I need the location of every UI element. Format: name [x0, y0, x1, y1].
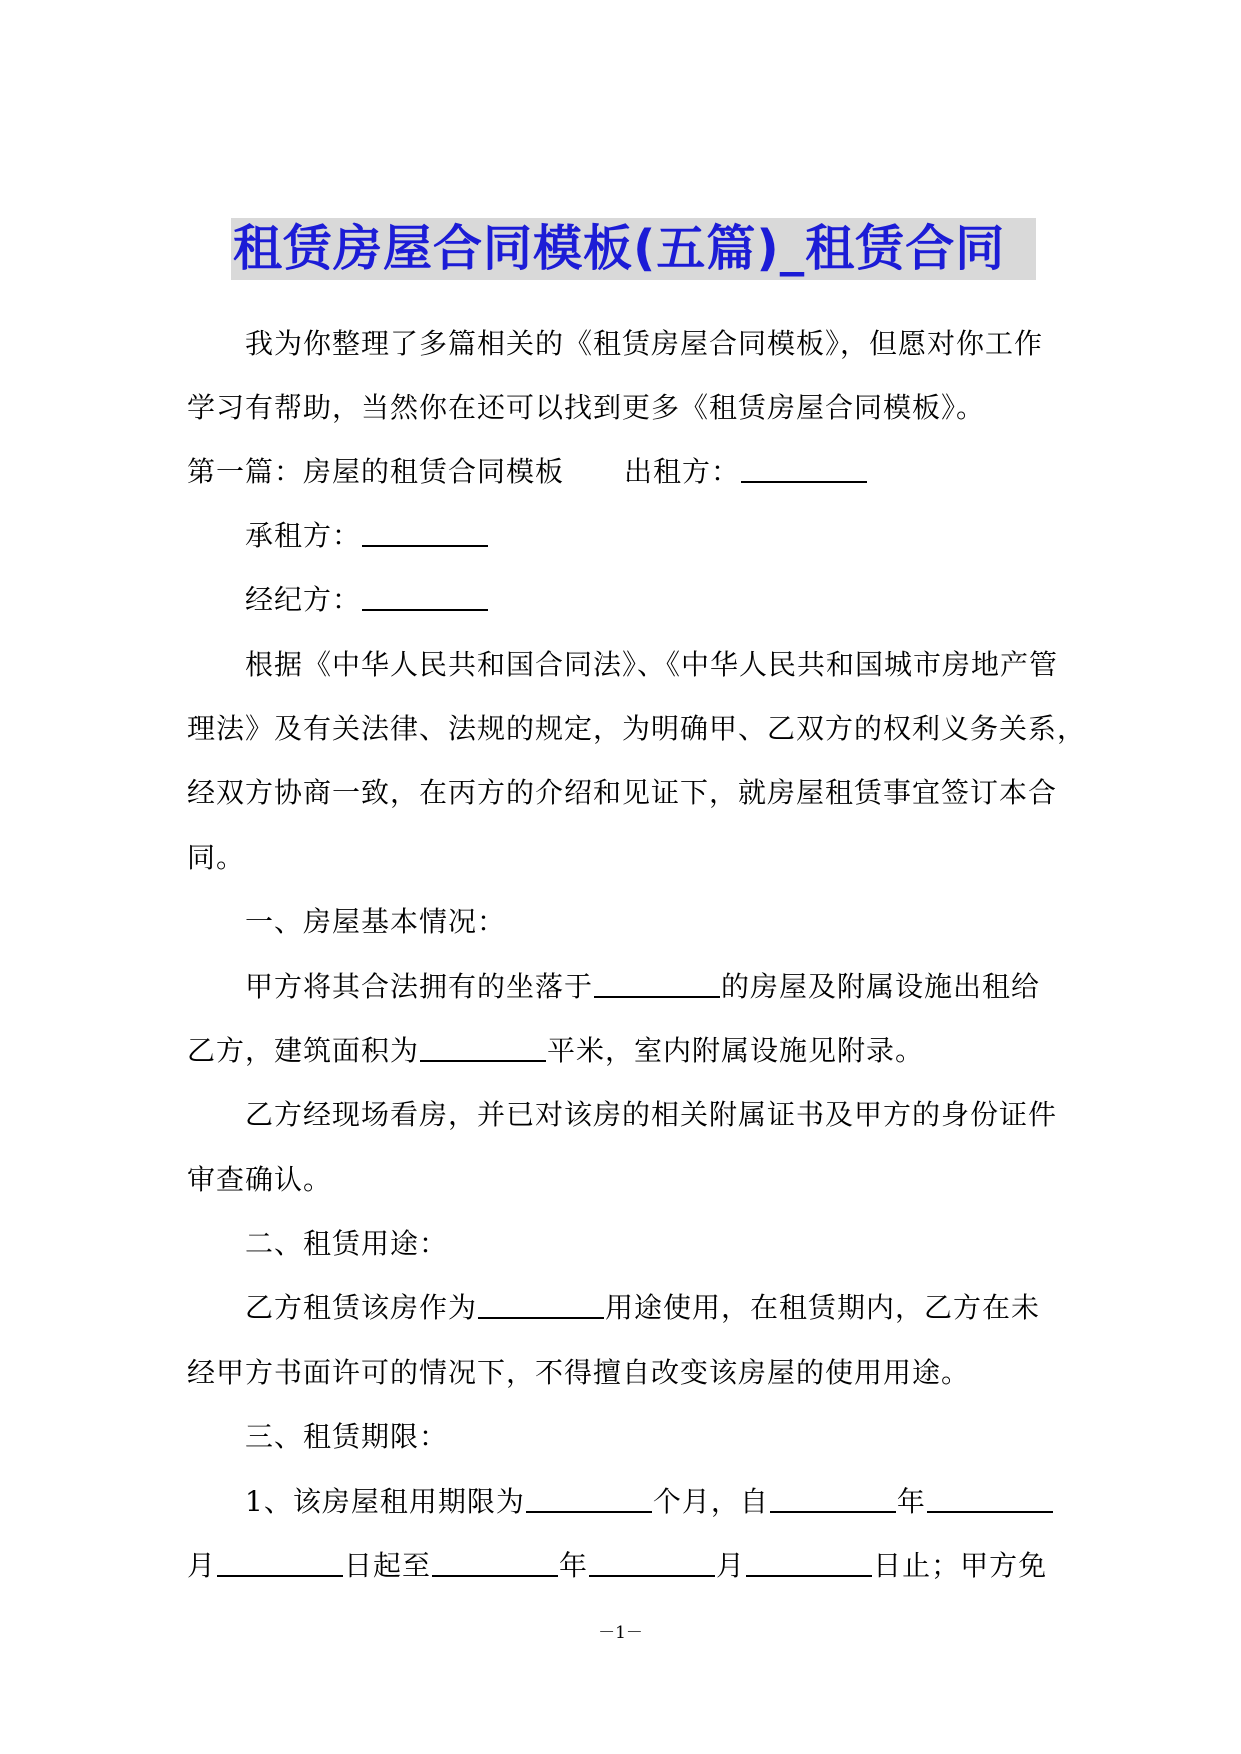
text-segment: 1、该房屋租用期限为 [245, 1485, 525, 1518]
text-segment: 乙方，建筑面积为 [187, 1034, 420, 1067]
broker-line [245, 580, 489, 620]
text-segment: 月 [187, 1549, 217, 1582]
page-number: －1－ [598, 1623, 643, 1643]
lessee-blank [362, 519, 488, 547]
intro-paragraph-line: 我为你整理了多篇相关的《租赁房屋合同模板》，但愿对你工作 [245, 327, 1044, 360]
basis-paragraph-line: 理法》及有关法律、法规的规定，为明确甲、乙双方的权利义务关系， [187, 712, 1087, 745]
chapter1-heading: 第一篇：房屋的租赁合同模板 [187, 455, 565, 488]
lessor-blank [741, 455, 867, 483]
end-year-blank [432, 1549, 558, 1577]
section1-paragraph-line [187, 1031, 924, 1071]
basis-paragraph-line: 经双方协商一致，在丙方的介绍和见证下，就房屋租赁事宜签订本合 [187, 776, 1058, 809]
section2-heading: 二、租赁用途： [245, 1227, 449, 1260]
section1-paragraph-line: 乙方经现场看房，并已对该房的相关附属证书及甲方的身份证件 [245, 1098, 1058, 1131]
lessor-label: 出租方： [624, 455, 741, 488]
text-segment: 平米，室内附属设施见附录。 [547, 1034, 925, 1067]
text-segment: 年 [559, 1549, 589, 1582]
section2-paragraph-line [245, 1288, 1040, 1328]
text-segment: 个月，自 [652, 1485, 769, 1518]
section3-heading: 三、租赁期限： [245, 1420, 449, 1453]
start-year-blank [770, 1485, 896, 1513]
section2-paragraph-line: 经甲方书面许可的情况下，不得擅自改变该房屋的使用用途。 [187, 1356, 971, 1389]
text-segment: 日止；甲方免 [873, 1549, 1048, 1582]
text-segment: 月 [716, 1549, 746, 1582]
text-segment: 用途使用，在租赁期内，乙方在未 [605, 1291, 1041, 1324]
start-month-blank [927, 1485, 1053, 1513]
basis-paragraph-line: 同。 [187, 841, 246, 874]
broker-blank [362, 583, 488, 611]
chapter1-line [187, 452, 868, 492]
document-title: 租赁房屋合同模板(五篇)_租赁合同 [231, 218, 1036, 280]
end-day-blank [746, 1549, 872, 1577]
section3-paragraph-line [245, 1482, 1054, 1522]
text-segment: 日起至 [344, 1549, 432, 1582]
text-segment: 年 [896, 1485, 926, 1518]
lessee-label: 承租方： [245, 519, 362, 552]
location-blank [594, 970, 720, 998]
start-day-blank [217, 1549, 343, 1577]
section1-paragraph-line [245, 967, 1040, 1007]
section3-paragraph-line [187, 1546, 1047, 1586]
text-segment: 甲方将其合法拥有的坐落于 [245, 970, 594, 1003]
end-month-blank [589, 1549, 715, 1577]
broker-label: 经纪方： [245, 583, 362, 616]
section1-heading: 一、房屋基本情况： [245, 905, 507, 938]
lessee-line [245, 516, 489, 556]
basis-paragraph-line: 根据《中华人民共和国合同法》、《中华人民共和国城市房地产管 [245, 648, 1059, 681]
months-blank [526, 1485, 652, 1513]
usage-blank [478, 1291, 604, 1319]
text-segment: 的房屋及附属设施出租给 [721, 970, 1041, 1003]
section1-paragraph-line: 审查确认。 [187, 1163, 333, 1196]
intro-paragraph-line: 学习有帮助，当然你在还可以找到更多《租赁房屋合同模板》。 [187, 391, 986, 424]
area-blank [420, 1034, 546, 1062]
text-segment: 乙方租赁该房作为 [245, 1291, 478, 1324]
